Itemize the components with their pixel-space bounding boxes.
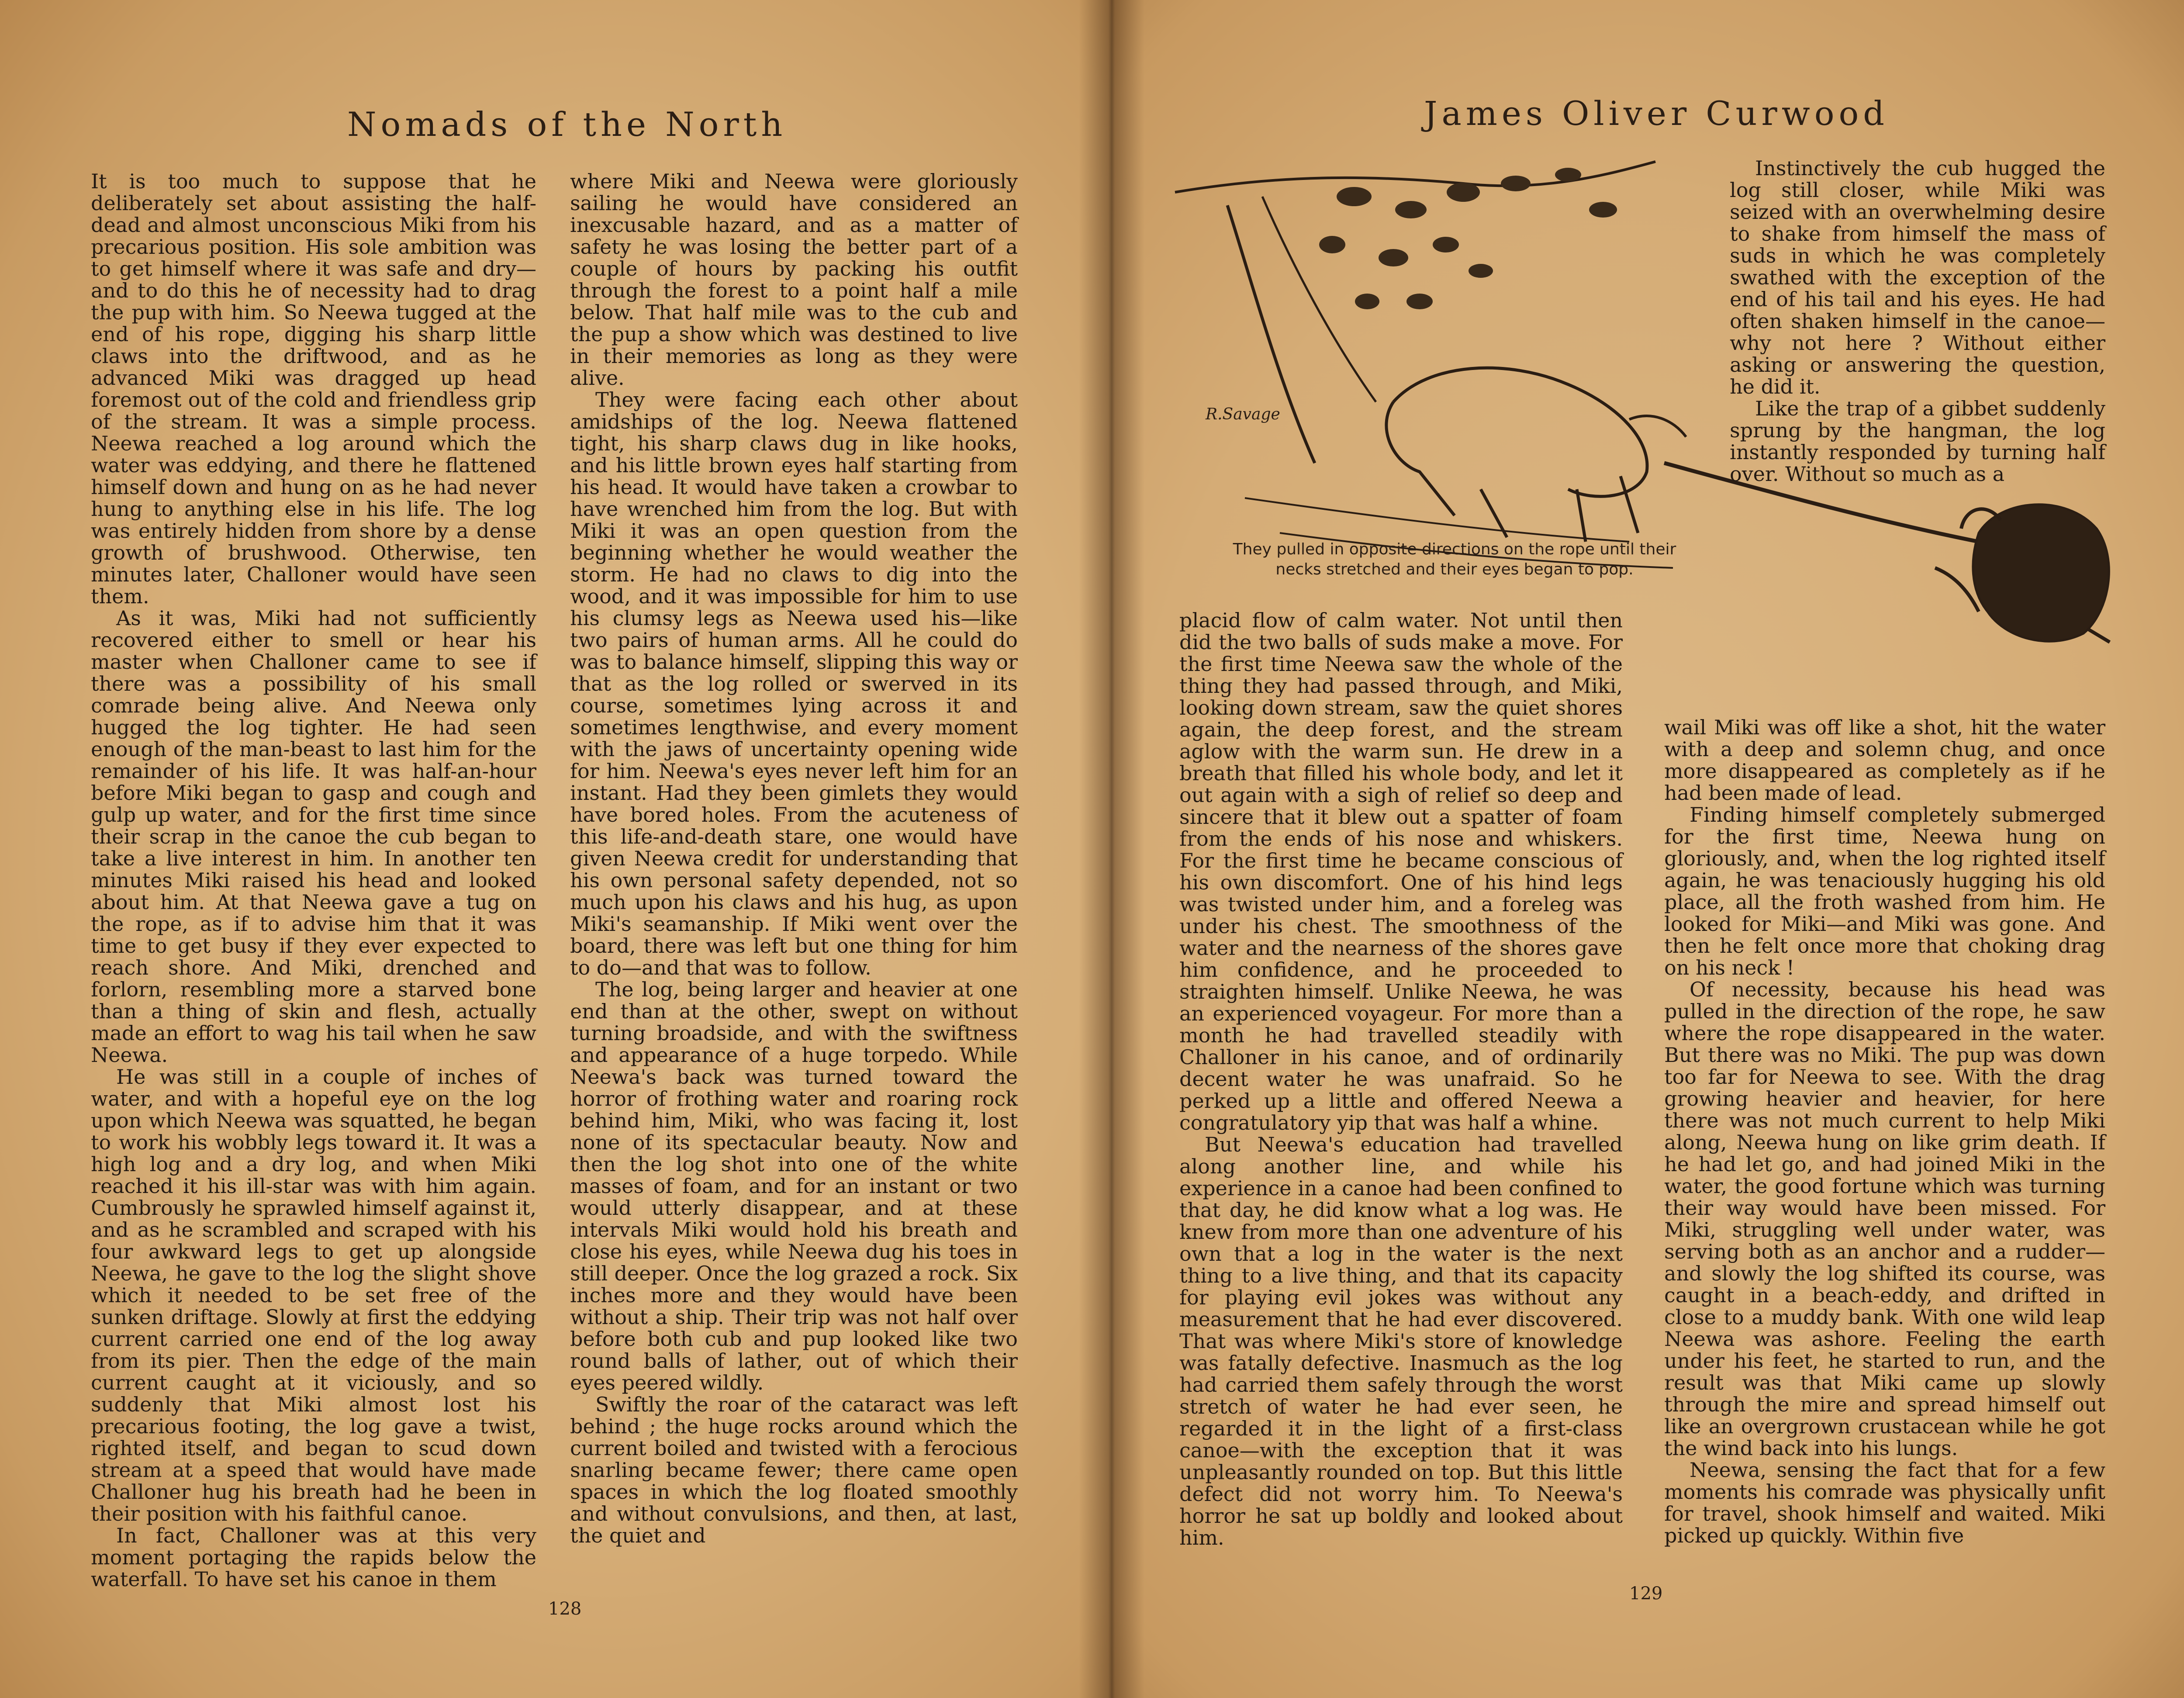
- book-gutter: [1079, 0, 1144, 1698]
- page-number-right: 129: [1629, 1584, 1663, 1604]
- paragraph: Finding himself completely submerged for the first time, Neewa hung on gloriously, and, when the log righted itself again, he was tenaciously hugging his old place, all the froth washed from him. He looked for Miki—and Miki was gone. And then he felt once more that choking drag on his neck !: [1664, 803, 2105, 979]
- paragraph: He was still in a couple of inches of water, and with a hopeful eye on the log upon which Neewa was squatted, he began to work his wobbly legs toward it. It was a high log and a dry log, and when Miki reached it his ill-star was with him again. Cumbrously he sprawled himself against it, and as he scrambled and scraped with his four awkward legs to get up alongside Neewa, he gave to the log the slight shove which it needed to be set free of the sunken driftage. Slowly at first the eddying current carried one end of the log away from its pier. Then the edge of the main current caught at it viciously, and so suddenly that Miki almost lost his precarious footing, the log gave a twist, righted itself, and began to scud down stream at a speed that would have made Challoner hug his breath had he been in their position with his faithful canoe.: [91, 1065, 536, 1525]
- page-number-left: 128: [548, 1599, 582, 1619]
- paragraph: But Neewa's education had travelled along another line, and while his experience in a canoe had been confined to that day, he did know what a log was. He knew from more than one adventure of his own that a log in the water is the next thing to a live thing, and that its capacity for playing evil jokes was without any measurement that he had ever discovered. That was where Miki's store of knowledge was fatally defective. Inasmuch as the log had carried them safely through the worst stretch of water he had ever seen, he regarded it in the light of a first-class canoe—with the exception that it was unpleasantly rounded on top. But this little defect did not worry him. To Neewa's horror he sat up boldly and looked about him.: [1179, 1133, 1623, 1549]
- running-head-left: Nomads of the North: [347, 105, 787, 144]
- paragraph: Neewa, sensing the fact that for a few moments his comrade was physically unfit for travel, shook himself and waited. Miki picked up quickly. Within five: [1664, 1458, 2105, 1547]
- paragraph: wail Miki was off like a shot, hit the water with a deep and solemn chug, and once more disappeared as completely as if he had been made of lead.: [1664, 716, 2105, 805]
- caption-line-1: They pulled in opposite directions on the rope until their: [1233, 540, 1676, 558]
- paragraph: As it was, Miki had not sufficiently recovered either to smell or hear his master when Challoner came to see if there was a possibility of his small comrade being alive. And Neewa only hugged the log tighter. He had seen enough of the man-beast to last him for the remainder of his life. It was half-an-hour before Miki began to gasp and cough and gulp up water, and for the first time since their scrap in the canoe the cub began to take a live interest in him. In another ten minutes Miki raised his head and looked about him. At that Neewa gave a tug on the rope, as if to advise him that it was time to get busy if they ever expected to reach shore. And Miki, drenched and forlorn, resembling more a starved bone than a thing of skin and flesh, actually made an effort to wag his tail when he saw Neewa.: [91, 606, 536, 1067]
- right-column-top: [1730, 157, 2105, 485]
- right-column-2: [1664, 716, 2105, 1546]
- right-column-1: [1179, 609, 1623, 1549]
- paragraph: Swiftly the roar of the cataract was left behind ; the huge rocks around which the current boiled and twisted with a ferocious snarling became fewer; there came open spaces in which the log floated smoothly and without convulsions, and then, at last, the quiet and: [570, 1393, 1018, 1547]
- left-column-2: [570, 170, 1018, 1546]
- paragraph: placid flow of calm water. Not until then did the two balls of suds make a move. For the first time Neewa saw the whole of the thing they had passed through, and Miki, looking down stream, saw the quiet shores again, the deep forest, and the stream aglow with the warm sun. He drew in a breath that filled his whole body, and let it out again with a sigh of relief so deep and sincere that it blew out a spatter of foam from the ends of his nose and whiskers. For the first time he became conscious of his own discomfort. One of his hind legs was twisted under him, and a foreleg was under his chest. The smoothness of the water and the nearness of the shores gave him confidence, and he proceeded to straighten himself. Unlike Neewa, he was an experienced voyageur. For more than a month he had travelled steadily with Challoner in his canoe, and of ordinarily decent water he was unafraid. So he perked up a little and offered Neewa a congratulatory yip that was half a whine.: [1179, 609, 1623, 1134]
- paragraph: In fact, Challoner was at this very moment portaging the rapids below the waterfall. To have set his canoe in them: [91, 1524, 536, 1591]
- paragraph: It is too much to suppose that he deliberately set about assisting the half-dead and almost unconscious Miki from his precarious position. His sole ambition was to get himself where it was safe and dry—and to do this he of necessity had to drag the pup with him. So Neewa tugged at the end of his rope, digging his sharp little claws into the driftwood, and as he advanced Miki was dragged up head foremost out of the cold and friendless grip of the stream. It was a simple process. Neewa reached a log around which the water was eddying, and there he flattened himself down and hung on as he had never hung to anything else in his life. The log was entirely hidden from shore by a dense growth of brushwood. Otherwise, ten minutes later, Challoner would have seen them.: [91, 169, 536, 608]
- running-head-right: James Oliver Curwood: [1424, 94, 1889, 133]
- paragraph: where Miki and Neewa were gloriously sailing he would have considered an inexcusable hazard, and as a matter of safety he was losing the better part of a couple of hours by packing his outfit through the forest to a point half a mile below. That half mile was to the cub and the pup a show which was destined to live in their memories as long as they were alive.: [570, 169, 1018, 390]
- paragraph: Instinctively the cub hugged the log still closer, while Miki was seized with an overwhelming desire to shake from himself the mass of suds in which he was completely swathed with the exception of the end of his tail and his eyes. He had often shaken himself in the canoe—why not here ? Without either asking or answering the question, he did it.: [1730, 156, 2105, 398]
- illustrator-signature: R.Savage: [1206, 405, 1280, 423]
- paragraph: Like the trap of a gibbet suddenly sprung by the hangman, the log instantly responded by turning half over. Without so much as a: [1730, 397, 2105, 486]
- paragraph: Of necessity, because his head was pulled in the direction of the rope, he saw where the rope disappeared in the water. But there was no Miki. The pup was down too far for Neewa to see. With the drag growing heavier and heavier, for here there was not much current to help Miki along, Neewa hung on like grim death. If he had let go, and had joined Miki in the water, the good fortune which was turning their way would have been missed. For Miki, struggling well under water, was serving both as an anchor and a rudder—and slowly the log shifted its course, was caught in a beach-eddy, and drifted in close to a muddy bank. With one wild leap Neewa was ashore. Feeling the earth under his feet, he started to run, and the result was that Miki came up slowly through the mire and spread himself out like an overgrown crustacean while he got the wind back into his lungs.: [1664, 978, 2105, 1460]
- illustration-caption: [1206, 539, 1704, 580]
- paragraph: They were facing each other about amidships of the log. Neewa flattened tight, his sharp claws dug in like hooks, and his little brown eyes half starting from his head. It would have taken a crowbar to have wrenched him from the log. But with Miki it was an open question from the beginning whether he would weather the storm. He had no claws to dig into the wood, and it was impossible for him to use his clumsy legs as Neewa used his—like two pairs of human arms. All he could do was to balance himself, slipping this way or that as the log rolled or swerved in its course, sometimes lying across it and sometimes lengthwise, and every moment with the jaws of uncertainty opening wide for him. Neewa's eyes never left him for an instant. Had they been gimlets they would have bored holes. From the acuteness of this life-and-death stare, one would have given Neewa credit for understanding that his own personal safety depended, not so much upon his claws and his hug, as upon Miki's seamanship. If Miki went over the board, there was left but one thing for him to do—and that was to follow.: [570, 388, 1018, 979]
- caption-line-2: necks stretched and their eyes began to pop.: [1275, 560, 1634, 578]
- paragraph: The log, being larger and heavier at one end than at the other, swept on without turning broadside, and with the swiftness and appearance of a huge torpedo. While Neewa's back was turned toward the horror of frothing water and roaring rock behind him, Miki, who was facing it, lost none of its spectacular beauty. Now and then the log shot into one of the white masses of foam, and for an instant or two would utterly disappear, and at these intervals Miki would hold his breath and close his eyes, while Neewa dug his toes in still deeper. Once the log grazed a rock. Six inches more and they would have been without a ship. Their trip was not half over before both cub and pup looked like two round balls of lather, out of which their eyes peered wildly.: [570, 978, 1018, 1394]
- left-column-1: [91, 170, 536, 1590]
